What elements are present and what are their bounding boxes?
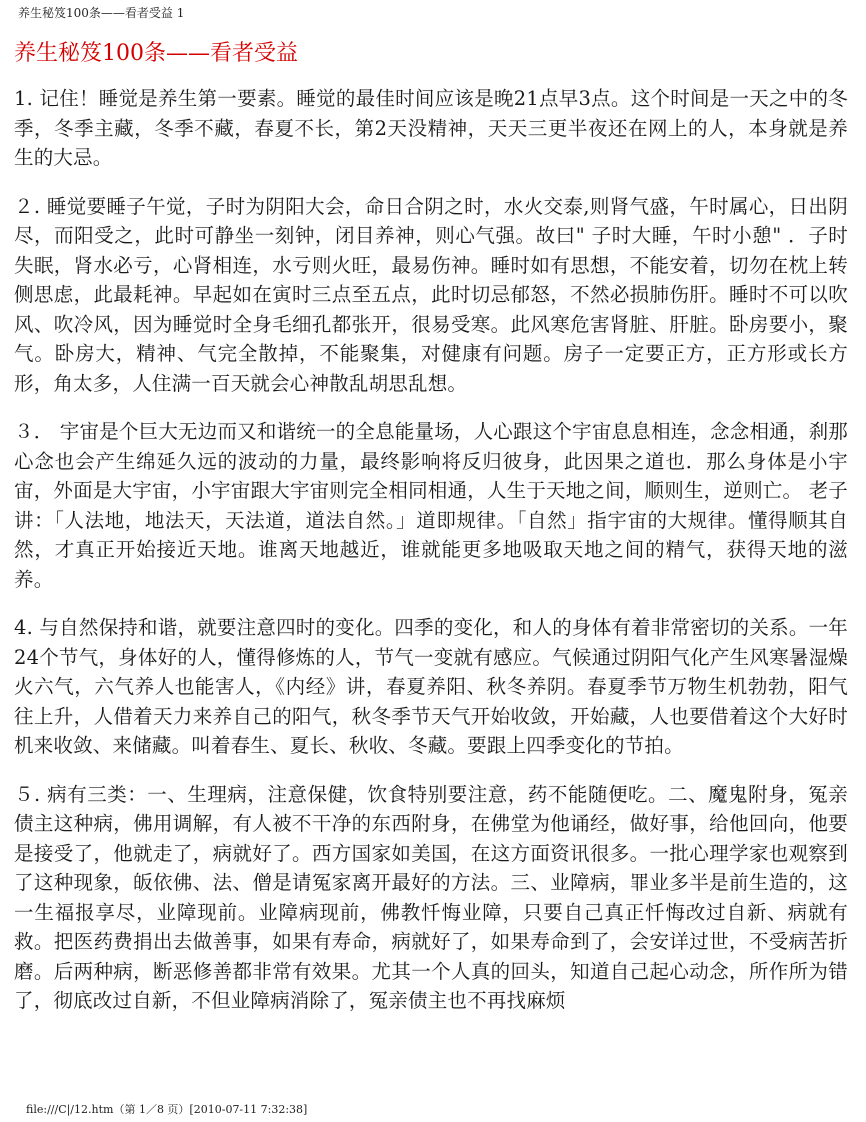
paragraph-5: ５. 病有三类：一、生理病，注意保健，饮食特别要注意，药不能随便吃。二、魔鬼附身，冤亲债主这种病，佛用调解，有人被不干净的东西附身，在佛堂为他诵经，做好事，给他回向，他要是接受了，他就走了，病就好了。西方国家如美国，在这方面资讯很多。一批心理学家也观察到了这种现象，皈依佛、法、僧是请冤家离开最好的方法。三、业障病，罪业多半是前生造的，这一生福报享尽，业障现前。业障病现前，佛教忏悔业障，只要自己真正忏悔改过自新、病就有救。把医药费捐出去做善事，如果有寿命，病就好了，如果寿命到了，会安详过世，不受病苦折磨。后两种病，断恶修善都非常有效果。尤其一个人真的回头，知道自己起心动念，所作所为错了，彻底改过自新，不但业障病消除了，冤亲债主也不再找麻烦 [14,782,848,1012]
document-body [14,84,848,1035]
paragraph-3: ３． 宇宙是个巨大无边而又和谐统一的全息能量场，人心跟这个宇宙息息相连，念念相通，刹那心念也会产生绵延久远的波动的力量，最终影响将反归彼身，此因果之道也．那么身体是小宇宙，外面是大宇宙，小宇宙跟大宇宙则完全相同相通，人生于天地之间，顺则生，逆则亡。 老子讲：「人法地，地法天，天法道，道法自然。」道即规律。「自然」指宇宙的大规律。懂得顺其自然，才真正开始接近天地。谁离天地越近，谁就能更多地吸取天地之间的精气，获得天地的滋养。 [14,420,848,591]
paragraph-4: 4. 与自然保持和谐，就要注意四时的变化。四季的变化，和人的身体有着非常密切的关系。一年 24个节气，身体好的人，懂得修炼的人，节气一变就有感应。气候通过阴阳气化产生风寒暑湿燥火六气，六气养人也能害人，《内经》讲，春夏养阳、秋冬养阴。春夏季节万物生机勃勃，阳气往上升，人借着天力来养自己的阳气，秋冬季节天气开始收敛，开始藏，人也要借着这个大好时机来收敛、来储藏。叫着春生、夏长、秋收、冬藏。要跟上四季变化的节拍。 [14,616,848,757]
document-title: 养生秘笈100条——看者受益 [14,41,298,66]
page-footer: file:///C|/12.htm（第 1／8 页）[2010-07-11 7:32:38] [26,1103,308,1116]
running-header: 养生秘笈100条——看者受益 1 [18,6,185,20]
paragraph-1: 1. 记住！睡觉是养生第一要素。睡觉的最佳时间应该是晚21点早3点。这个时间是一天之中的冬季，冬季主藏，冬季不藏，春夏不长，第2天没精神，天天三更半夜还在网上的人，本身就是养生的大忌。 [14,87,848,169]
paragraph-2: ２. 睡觉要睡子午觉，子时为阴阳大会，命日合阴之时，水火交泰,则肾气盛，午时属心，日出阴尽，而阳受之，此时可静坐一刻钟，闭目养神，则心气强。故曰" 子时大睡，午时小憩" ．子时失眠，肾水必亏，心肾相连，水亏则火旺，最易伤神。睡时如有思想，不能安着，切勿在枕上转侧思虑，此最耗神。早起如在寅时三点至五点，此时切忌郁怒，不然必损肺伤肝。睡时不可以吹风、吹冷风，因为睡觉时全身毛细孔都张开，很易受寒。此风寒危害肾脏、肝脏。卧房要小，聚气。卧房大，精神、气完全散掉，不能聚集，对健康有问题。房子一定要正方，正方形或长方形，角太多，人住满一百天就会心神散乱胡思乱想。 [14,194,848,395]
